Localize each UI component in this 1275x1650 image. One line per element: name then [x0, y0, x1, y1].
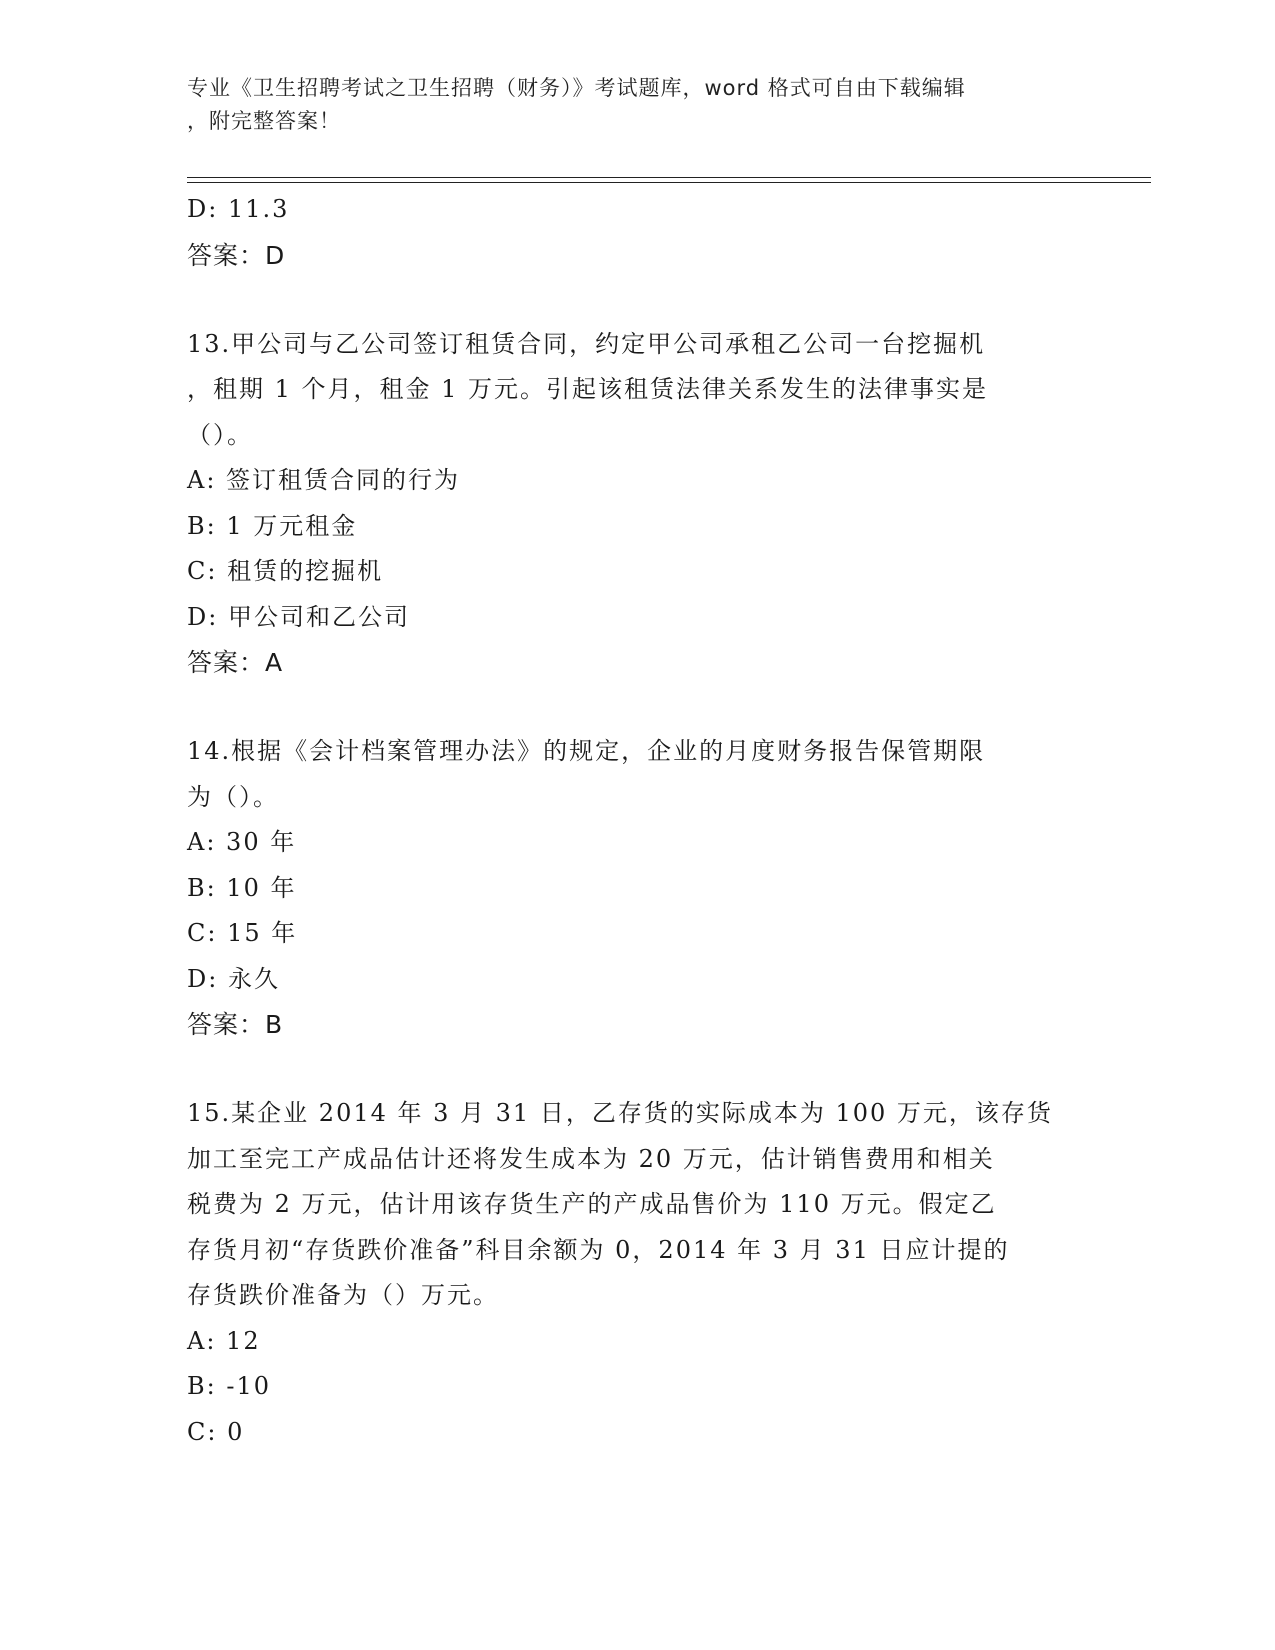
option-a: A: 12 [187, 1326, 261, 1355]
option-c: C: 15 年 [187, 919, 298, 947]
question-stem-line: 13.甲公司与乙公司签订租赁合同，约定甲公司承租乙公司一台挖掘机 [187, 329, 986, 358]
option-c: C: 租赁的挖掘机 [187, 557, 384, 585]
question-stem-line: 为（）。 [187, 782, 279, 811]
question-stem-line: ，租期 1 个月，租金 1 万元。引起该租赁法律关系发生的法律事实是 [187, 375, 989, 403]
answer-label: 答案：A [187, 648, 284, 677]
answer-label: 答案：B [187, 1010, 284, 1039]
spacer [187, 1047, 1067, 1091]
option-a: A: 签订租赁合同的行为 [187, 466, 461, 494]
question-stem-line: 税费为 2 万元，估计用该存货生产的产成品售价为 110 万元。假定乙 [187, 1190, 997, 1218]
question-stem-line: 存货月初“存货跌价准备”科目余额为 0，2014 年 3 月 31 日应计提的 [187, 1235, 1010, 1264]
question-list [187, 187, 1067, 1455]
option-d: D: 甲公司和乙公司 [187, 602, 410, 631]
question-stem-line: 加工至完工产成品估计还将发生成本为 20 万元，估计销售费用和相关 [187, 1144, 995, 1173]
answer-label: 答案：D [187, 240, 286, 270]
option-d: D: 11.3 [187, 195, 290, 223]
option-d: D: 永久 [187, 964, 280, 993]
question-stem-line: 14.根据《会计档案管理办法》的规定，企业的月度财务报告保管期限 [187, 737, 986, 765]
option-b: B: 1 万元租金 [187, 511, 358, 540]
option-c: C: 0 [187, 1417, 245, 1446]
spacer [187, 278, 1067, 322]
option-b: B: -10 [187, 1372, 271, 1400]
question-stem-line: （）。 [187, 420, 253, 449]
question-13 [187, 322, 1067, 686]
spacer [187, 685, 1067, 729]
header-line-2: ，附完整答案！ [187, 109, 341, 133]
question-stem-line: 存货跌价准备为（）万元。 [187, 1281, 499, 1309]
page-header [187, 72, 1067, 138]
question-15 [187, 1091, 1067, 1455]
header-line-1: 专业《卫生招聘考试之卫生招聘（财务）》考试题库，word 格式可自由下载编辑 [187, 76, 966, 100]
question-stem-line: 15.某企业 2014 年 3 月 31 日，乙存货的实际成本为 100 万元，该存货 [187, 1099, 1053, 1127]
option-a: A: 30 年 [187, 828, 297, 856]
option-b: B: 10 年 [187, 873, 297, 902]
question-14 [187, 729, 1067, 1047]
header-divider [187, 177, 1151, 183]
